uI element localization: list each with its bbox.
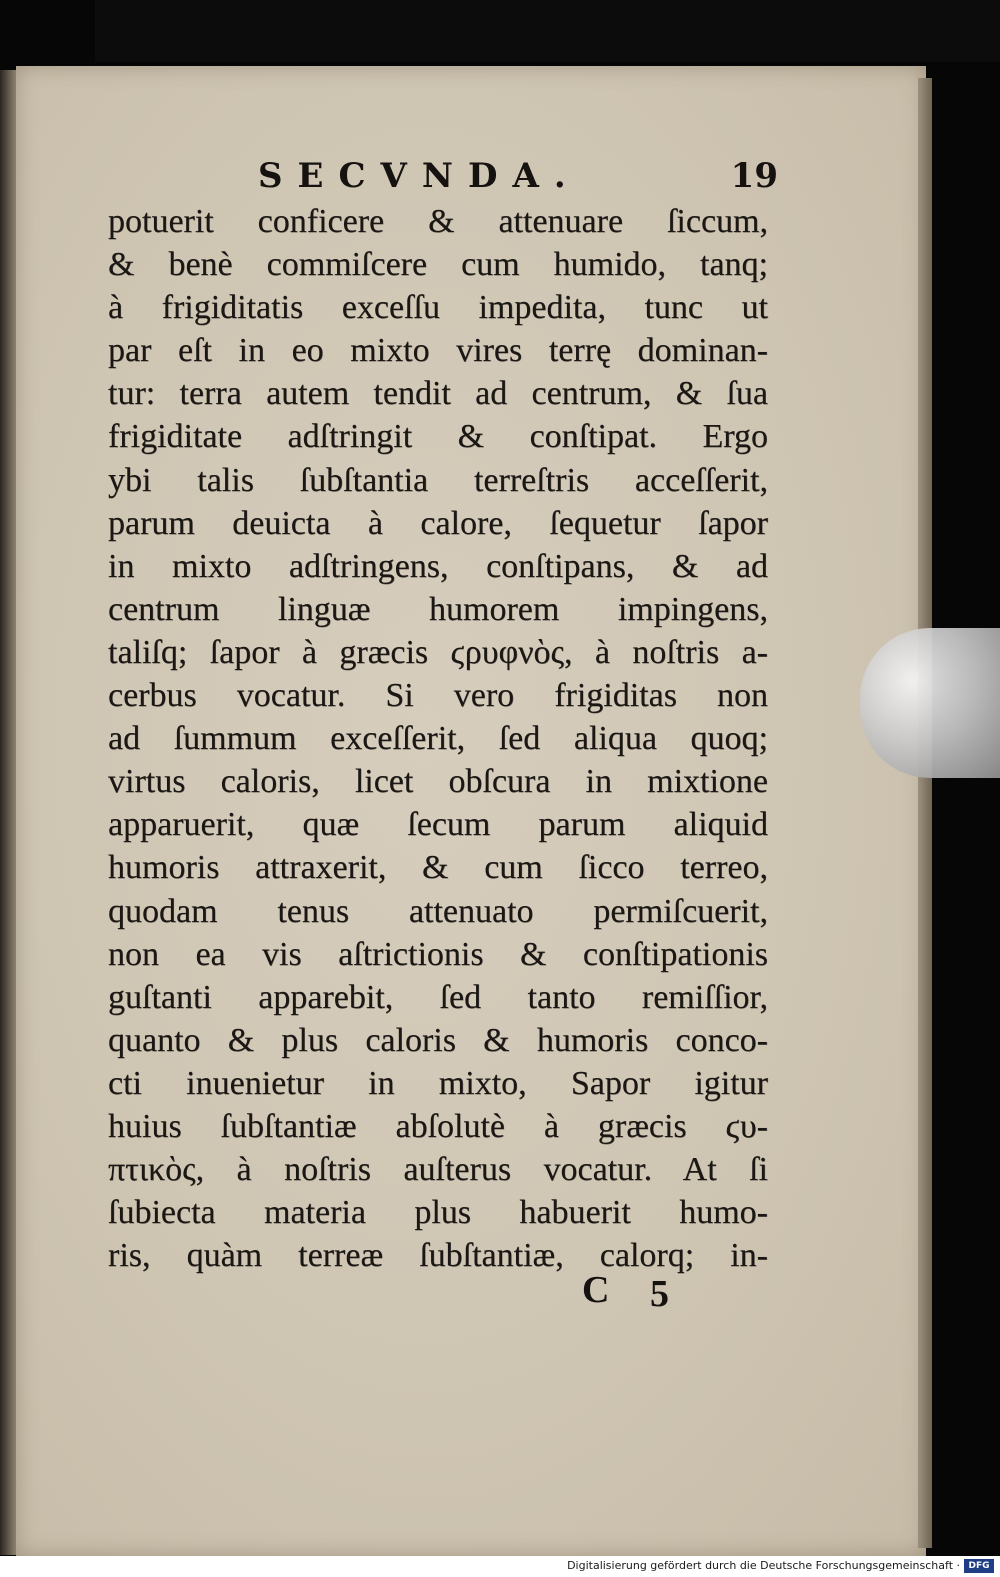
text-line: quodam tenus attenuato permiſcuerit, bbox=[108, 892, 768, 930]
text-line: apparuerit, quæ ſecum parum aliquid bbox=[108, 806, 768, 844]
text-line: ad ſummum exceſſerit, ſed aliqua quoq; bbox=[108, 720, 768, 758]
text-line: potuerit conficere & attenuare ſiccum, bbox=[108, 203, 768, 240]
page-edge bbox=[918, 78, 932, 1548]
scan-top-band bbox=[95, 0, 1000, 62]
text-line: à frigiditatis exceſſu impedita, tunc ut bbox=[108, 289, 768, 327]
page-holder-tab bbox=[860, 628, 1000, 778]
text-line: frigiditate adſtringit & conſtipat. Ergo bbox=[108, 418, 768, 456]
text-line: cerbus vocatur. Si vero frigiditas non bbox=[108, 677, 768, 715]
page-number: 19 bbox=[730, 156, 778, 196]
page-header bbox=[258, 156, 778, 206]
text-line: parum deuicta à calore, ſequetur ſapor bbox=[108, 504, 768, 542]
text-line: & benè commiſcere cum humido, tanq; bbox=[108, 246, 768, 284]
signature-number: 5 bbox=[650, 1273, 669, 1315]
text-line: non ea vis aſtrictionis & conſtipationis bbox=[108, 935, 768, 973]
signature-letter: C bbox=[582, 1269, 610, 1311]
text-line: huius ſubſtantiæ abſolutè à græcis ϛυ- bbox=[108, 1107, 768, 1145]
text-line: ſubiecta materia plus habuerit humo- bbox=[108, 1194, 768, 1232]
text-line: par eſt in eo mixto vires terrę dominan- bbox=[108, 332, 768, 370]
dfg-logo: DFG bbox=[964, 1559, 994, 1573]
funding-credit: Digitalisierung gefördert durch die Deutsche Forschungsgemeinschaft · bbox=[567, 1559, 960, 1572]
text-line: quanto & plus caloris & humoris conco- bbox=[108, 1021, 768, 1059]
running-head: SECVNDA. bbox=[258, 156, 581, 196]
text-line: ybi talis ſubſtantia terreſtris acceſſerit, bbox=[108, 461, 768, 499]
text-line: in mixto adſtringens, conſtipans, & ad bbox=[108, 547, 768, 585]
body-text bbox=[108, 200, 768, 1277]
text-line: cti inuenietur in mixto, Sapor igitur bbox=[108, 1064, 768, 1102]
text-line: guſtanti apparebit, ſed tanto remiſſior, bbox=[108, 978, 768, 1016]
signature-mark bbox=[582, 1268, 702, 1318]
text-line: ris, quàm terreæ ſubſtantiæ, calorq; in- bbox=[108, 1237, 768, 1275]
text-line: virtus caloris, licet obſcura in mixtione bbox=[108, 763, 768, 801]
text-line: tur: terra autem tendit ad centrum, & ſua bbox=[108, 375, 768, 413]
text-line: centrum linguæ humorem impingens, bbox=[108, 590, 768, 628]
text-line: πτικὸς, à noſtris auſterus vocatur. At ſi bbox=[108, 1151, 768, 1189]
text-line: taliſq; ſapor à græcis ϛρυφνὸς, à noſtris a- bbox=[108, 633, 768, 671]
text-line: humoris attraxerit, & cum ſicco terreo, bbox=[108, 849, 768, 887]
